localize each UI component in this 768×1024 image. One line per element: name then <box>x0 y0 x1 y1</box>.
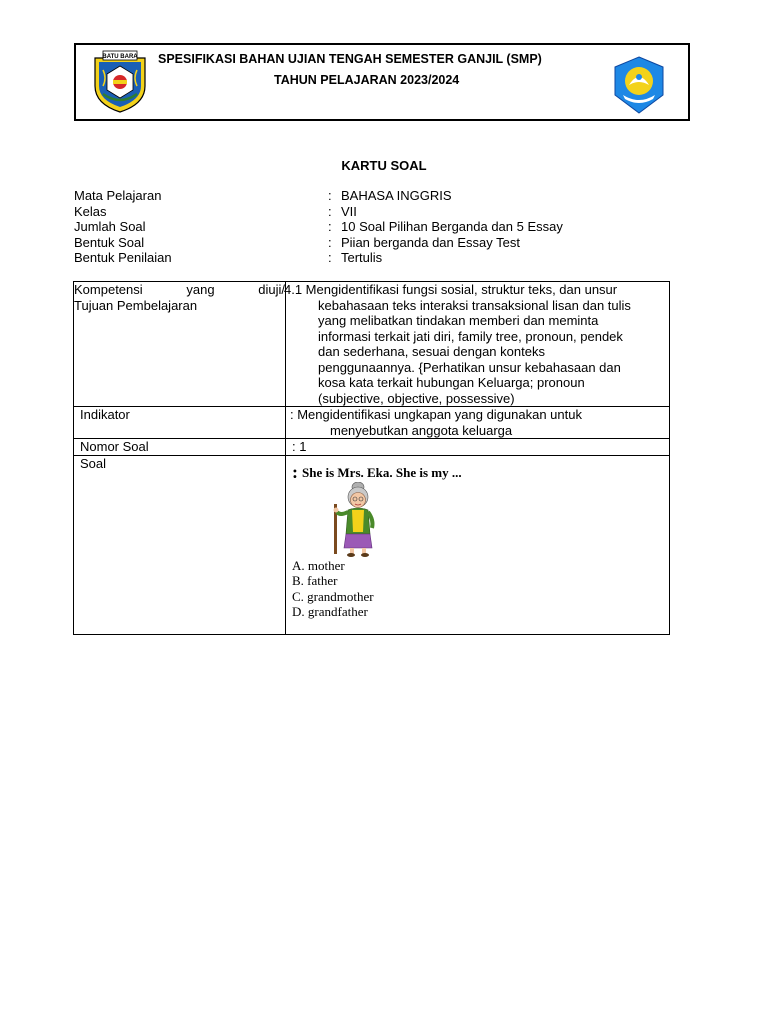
kompetensi-line: kebahasaan teks interaksi transaksional lisan dan tulis <box>318 297 631 313</box>
info-row-assessment <box>74 250 674 266</box>
kompetensi-label-line2: Tujuan Pembelajaran <box>74 297 198 313</box>
answer-options <box>292 558 374 620</box>
indikator-second-line: menyebutkan anggota keluarga <box>330 422 513 438</box>
info-colon: : <box>328 203 332 219</box>
soal-label: Soal <box>74 455 286 634</box>
answer-option: B. father <box>292 573 338 588</box>
kompetensi-line: (subjective, objective, possessive) <box>318 390 515 406</box>
answer-option: D. grandfather <box>292 604 368 619</box>
kompetensi-first-line: 4.1 Mengidentifikasi fungsi sosial, struktur teks, dan unsur <box>284 282 618 297</box>
question-text-line <box>292 462 462 483</box>
tut-wuri-handayani-icon <box>609 55 669 115</box>
kompetensi-line: dan sederhana, sesuai dengan konteks <box>318 344 545 359</box>
grandmother-illustration-icon <box>328 482 384 558</box>
kompetensi-row <box>74 282 670 407</box>
info-colon: : <box>328 219 332 234</box>
kompetensi-label-cell <box>74 282 286 407</box>
info-colon: : <box>328 234 332 250</box>
kompetensi-value-cell <box>286 282 670 407</box>
nomor-value: : 1 <box>286 439 670 456</box>
header-box <box>74 43 690 121</box>
info-row-class <box>74 204 674 220</box>
question-text: She is Mrs. Eka. She is my ... <box>302 464 462 480</box>
header-title-line1: SPESIFIKASI BAHAN UJIAN TENGAH SEMESTER GANJIL (SMP) <box>158 52 542 66</box>
info-value: BAHASA INGGRIS <box>341 188 452 203</box>
info-label: Bentuk Soal <box>74 234 145 250</box>
kompetensi-line: informasi terkait jati diri, family tree, pronoun, pendek <box>318 328 623 344</box>
info-row-question-type <box>74 235 674 251</box>
info-value: VII <box>341 203 357 219</box>
page-title: KARTU SOAL <box>341 158 427 173</box>
nomor-row <box>74 439 670 456</box>
info-value: 10 Soal Pilihan Berganda dan 5 Essay <box>341 219 563 234</box>
info-colon: : <box>328 250 332 265</box>
info-label: Jumlah Soal <box>74 219 146 234</box>
regency-crest-icon <box>89 48 151 114</box>
soal-row <box>74 455 670 634</box>
nomor-label: Nomor Soal <box>74 439 286 456</box>
info-row-question-count <box>74 219 674 235</box>
answer-option: C. grandmother <box>292 588 374 604</box>
kompetensi-label-line1: Kompetensi yang diuji/ <box>74 282 285 297</box>
answer-option: A. mother <box>292 557 345 573</box>
info-label: Kelas <box>74 203 107 219</box>
info-value: Tertulis <box>341 250 383 265</box>
indikator-value-cell <box>286 407 670 439</box>
header-title-line2: TAHUN PELAJARAN 2023/2024 <box>274 73 460 87</box>
indikator-label: Indikator <box>74 407 286 439</box>
question-card-table <box>73 281 670 635</box>
info-value: Piian berganda dan Essay Test <box>341 234 520 250</box>
info-row-subject <box>74 188 674 204</box>
soal-content-cell <box>286 455 670 634</box>
kompetensi-line: penggunaannya. {Perhatikan unsur kebahasaan dan <box>318 359 621 375</box>
info-label: Bentuk Penilaian <box>74 250 172 265</box>
indikator-first-line: : Mengidentifikasi ungkapan yang digunakan untuk <box>290 407 582 422</box>
crest-banner-text: BATU BARA <box>102 54 138 60</box>
info-colon: : <box>328 188 332 203</box>
indikator-row <box>74 407 670 439</box>
question-colon: : <box>292 461 298 482</box>
kompetensi-line: yang melibatkan tindakan memberi dan meminta <box>318 313 599 328</box>
kompetensi-line: kosa kata terkait hubungan Keluarga; pronoun <box>318 375 585 390</box>
info-section <box>74 188 674 266</box>
info-label: Mata Pelajaran <box>74 188 162 203</box>
